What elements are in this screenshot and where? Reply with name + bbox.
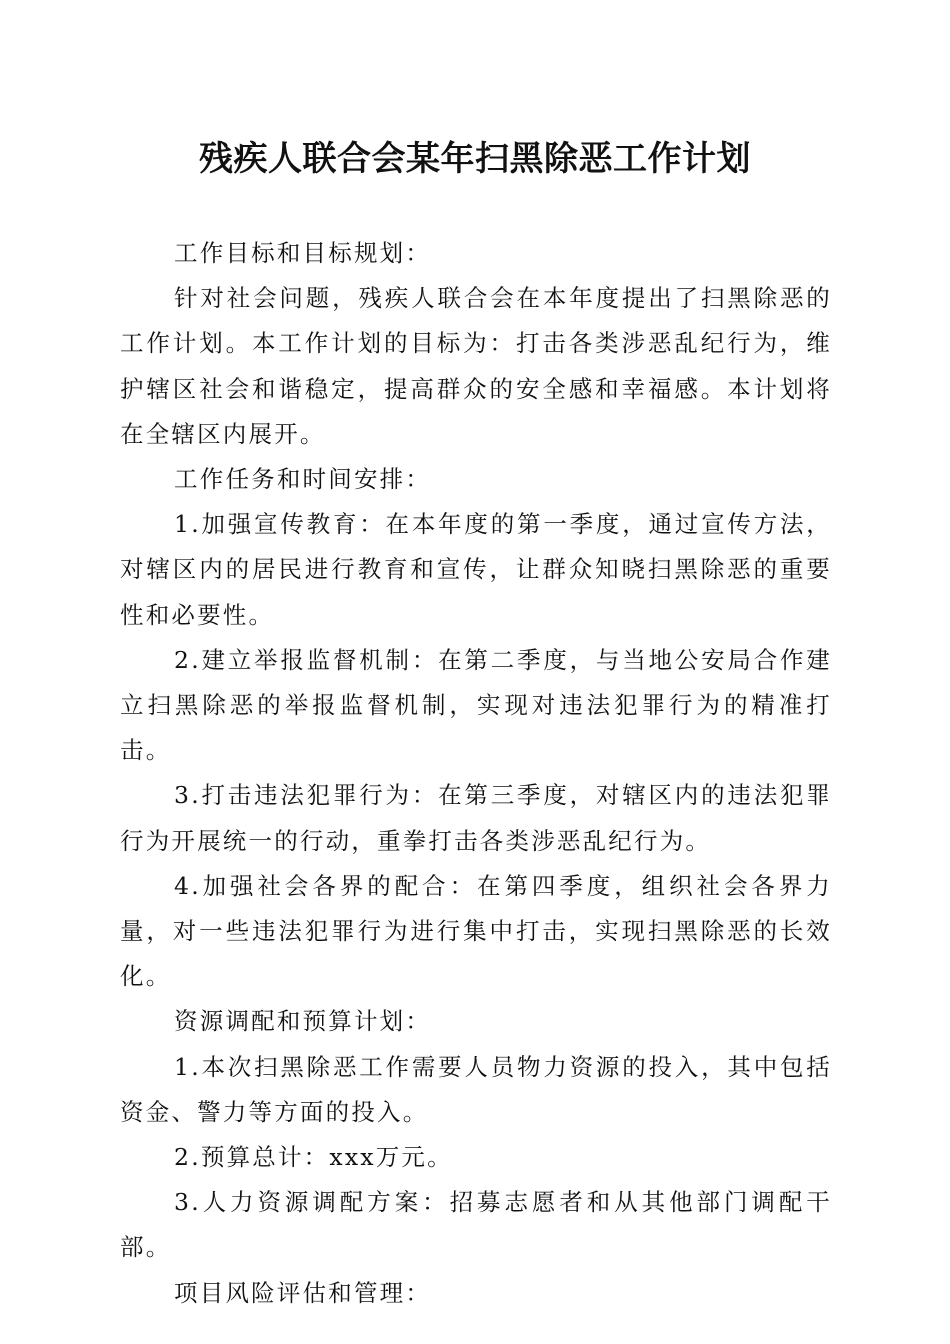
task-item-4: 4.加强社会各界的配合：在第四季度，组织社会各界力量，对一些违法犯罪行为进行集中打击，实现扫黑除恶的长效化。 <box>120 871 832 991</box>
paragraph-goals: 针对社会问题，残疾人联合会在本年度提出了扫黑除恶的工作计划。本工作计划的目标为：打击各类涉恶乱纪行为，维护辖区社会和谐稳定，提高群众的安全感和幸福感。本计划将在全辖区内展开。 <box>120 284 832 448</box>
resource-item-1: 1.本次扫黑除恶工作需要人员物力资源的投入，其中包括资金、警力等方面的投入。 <box>120 1052 832 1126</box>
task-item-2: 2.建立举报监督机制：在第二季度，与当地公安局合作建立扫黑除恶的举报监督机制，实现对违法犯罪行为的精准打击。 <box>120 645 832 765</box>
resource-item-3: 3.人力资源调配方案：招募志愿者和从其他部门调配干部。 <box>120 1188 832 1262</box>
section-heading-goals: 工作目标和目标规划： <box>174 239 432 267</box>
document-title: 残疾人联合会某年扫黑除恶工作计划 <box>199 139 751 179</box>
resource-item-2: 2.预算总计：xxx万元。 <box>174 1143 453 1172</box>
task-item-1: 1.加强宣传教育：在本年度的第一季度，通过宣传方法，对辖区内的居民进行教育和宣传，让群众知晓扫黑除恶的重要性和必要性。 <box>120 510 832 629</box>
section-heading-resources: 资源调配和预算计划： <box>174 1007 432 1036</box>
document-body <box>120 231 832 1316</box>
section-heading-risk: 项目风险评估和管理： <box>174 1278 432 1307</box>
section-heading-tasks: 工作任务和时间安排： <box>174 465 432 494</box>
task-item-3: 3.打击违法犯罪行为：在第三季度，对辖区内的违法犯罪行为开展统一的行动，重拳打击各类涉恶乱纪行为。 <box>120 781 832 855</box>
